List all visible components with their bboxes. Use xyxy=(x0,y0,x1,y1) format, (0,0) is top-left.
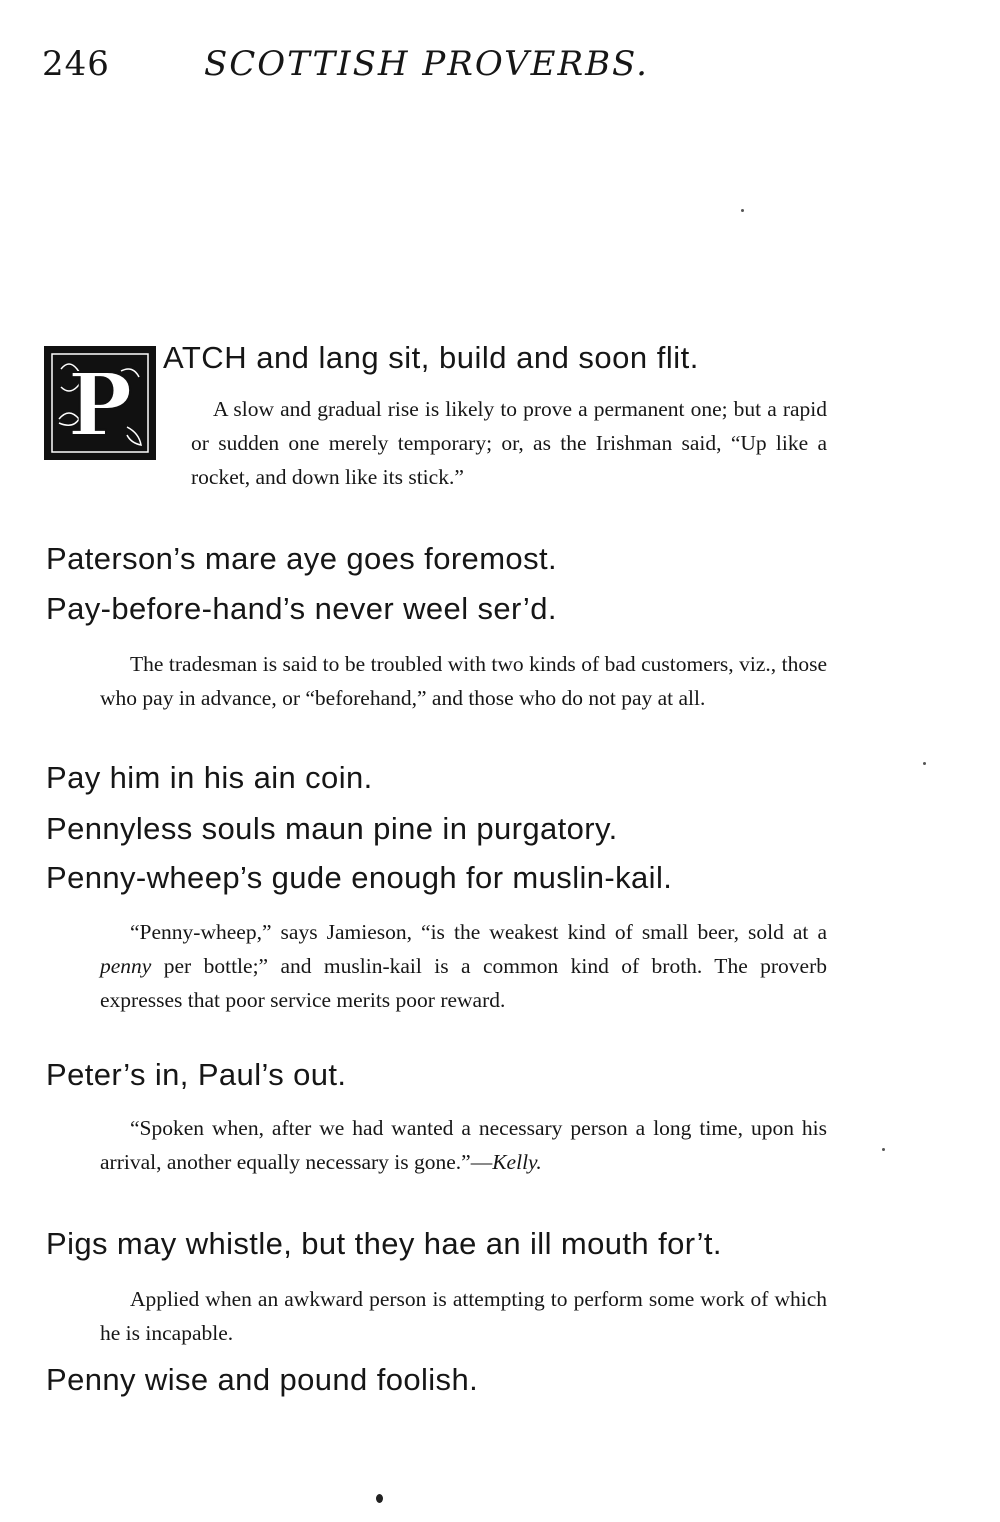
proverb-line: Pennyless souls maun pine in purgatory. xyxy=(46,811,618,846)
running-title: SCOTTISH PROVERBS. xyxy=(204,44,649,84)
explanatory-note xyxy=(100,1111,827,1179)
print-speck xyxy=(882,1148,885,1151)
note-emphasis: Kelly. xyxy=(492,1150,542,1174)
proverb-line: Peter’s in, Paul’s out. xyxy=(46,1057,347,1092)
print-speck xyxy=(741,209,744,212)
proverb-line: Pay him in his ain coin. xyxy=(46,760,373,795)
proverb-line: Pigs may whistle, but they hae an ill mouth for’t. xyxy=(46,1226,722,1261)
print-mark xyxy=(376,1494,383,1503)
explanatory-note: Applied when an awkward person is attempting to perform some work of which he is incapable. xyxy=(100,1287,827,1345)
explanatory-note: The tradesman is said to be troubled with two kinds of bad customers, viz., those who pay in advance, or “beforehand,” and those who do not pay at all. xyxy=(100,652,827,710)
note-text: per bottle;” and muslin-kail is a common kind of broth. The proverb expresses that poor service merits poor reward. xyxy=(100,954,827,1012)
proverb-line: Penny wise and pound foolish. xyxy=(46,1362,479,1397)
proverb-line: Paterson’s mare aye goes foremost. xyxy=(46,541,557,576)
print-speck xyxy=(923,762,926,765)
ornamental-dropcap xyxy=(44,346,156,460)
explanatory-note xyxy=(191,392,827,494)
page-header xyxy=(42,44,942,94)
note-text: A slow and gradual rise is likely to prove a permanent one; but a rapid or sudden one merely temporary; or, as the Irishman said, “Up like a rocket, and down like its stick.” xyxy=(191,397,827,489)
explanatory-note xyxy=(100,915,827,1017)
proverb-line: Penny-wheep’s gude enough for muslin-kail. xyxy=(46,860,673,895)
note-text: “Penny-wheep,” says Jamieson, “is the weakest kind of small beer, sold at a xyxy=(130,920,827,944)
dropcap-p-icon xyxy=(47,349,153,457)
page-number: 246 xyxy=(42,44,110,84)
svg-text:P: P xyxy=(67,355,133,456)
note-emphasis: penny xyxy=(100,954,152,978)
note-text: “Spoken when, after we had wanted a necessary person a long time, upon his arrival, another equally necessary is gone.”— xyxy=(100,1116,827,1174)
proverb-line: Pay-before-hand’s never weel ser’d. xyxy=(46,591,557,626)
proverb-line: ATCH and lang sit, build and soon flit. xyxy=(163,340,699,375)
